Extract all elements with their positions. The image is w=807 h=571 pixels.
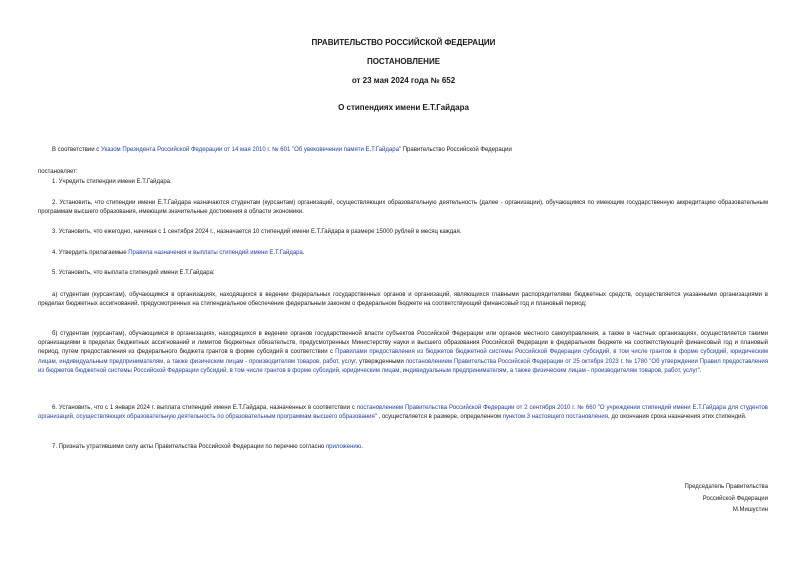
paragraph-7-text: 7. Признать утратившими силу акты Правительства Российской Федерации по перечню согласно: [52, 444, 326, 450]
resolution-660-link[interactable]: постановлением Правительства Российской Федерации от 2 сентября 2010 г. № 660 "О учреждении стипендий имени Е.Т.Гайдара для студентов организаций, осуществляющих образовательную деятельность по образовательным программам высшего образования": [38, 405, 768, 421]
document-subject: О стипендиях имени Е.Т.Гайдара: [338, 103, 469, 112]
decree-601-link[interactable]: Указом Президента Российской Федерации от 14 мая 2010 г. № 601 "Об увековечении памяти Е.Т.Гайдара": [100, 147, 402, 153]
paragraph-7: [38, 443, 768, 452]
paragraph-6-end: , до окончания срока назначения этих стипендий.: [608, 414, 747, 421]
government-title: ПРАВИТЕЛЬСТВО РОССИЙСКОЙ ФЕДЕРАЦИИ: [311, 38, 496, 47]
paragraph-4-text: 4. Утвердить прилагаемые: [52, 250, 129, 256]
signature-position: Председатель Правительства: [684, 484, 768, 490]
paragraph-3-link[interactable]: пунктом 3 настоящего постановления: [502, 414, 609, 421]
resolution-1780-link[interactable]: постановлением Правительства Российской Федерации от 25 октября 2023 г. № 1780 "Об утверждении Правил предоставления из бюджетов бюджетной системы Российской Федерации субсидий, в том числе грантов в форме субсидий, юридическим лицам, индивидуальным предпринимателям, а также физическим лицам - производителям товаров, работ, услуг": [38, 358, 769, 374]
paragraph-5b-end: .: [699, 367, 702, 374]
intro-text: В соответствии с: [52, 147, 101, 153]
appendix-link[interactable]: приложению: [325, 444, 362, 450]
paragraph-7-end: .: [361, 444, 363, 450]
signature-country: Российской Федерации: [702, 495, 768, 502]
paragraph-6-middle: , осуществляется в размере, определенном: [376, 414, 503, 421]
paragraph-5a: а) студентам (курсантам), обучающимся в организациях, находящихся в ведении федеральных государственных органов и организаций, являющихся главными распорядителями бюджетных средств, осуществляется указанными организациями в пределах бюджетных ассигнований, предусмотренных на стипендиальное обеспечение федеральным законом о федеральном бюджете на соответствующий финансовый год и плановый период;: [38, 292, 768, 308]
paragraph-4-end: .: [302, 250, 305, 256]
paragraph-2: 2. Установить, что стипендии имени Е.Т.Гайдара назначаются студентам (курсантам) организаций, осуществляющих образовательную деятельность (далее - организации), обучающимся по имеющим государственную аккредитацию образовательным программам высшего образования, имеющим значительные достижения в области экономики.: [38, 200, 768, 216]
paragraph-5b-middle: , утвержденными: [355, 358, 406, 365]
paragraph-5b: [38, 330, 768, 376]
signature-name: М.Мишустин: [732, 507, 768, 513]
paragraph-3: 3. Установить, что ежегодно, начиная с 1 сентября 2024 г., назначается 10 стипендий имени Е.Т.Гайдара в размере 15000 рублей в месяц каждая.: [52, 229, 462, 235]
resolves-label: постановляет:: [38, 169, 78, 175]
paragraph-5b-text: б) студентам (курсантам), обучающимся в организациях, находящихся в ведении органов государственной власти субъектов Российской Федерации или органов местного самоуправления, а также в частных организациях, осуществляется такими организациями в пределах бюджетных ассигнований и лимитов бюджетных обязательств, предусмотренных Министерству науки и высшего образования Российской Федерации в федеральном бюджете на соответствующий финансовый год и плановый период, путем предоставления из федерального бюджета грантов в форме субсидий в соответствии с: [38, 331, 768, 356]
paragraph-5: 5. Установить, что выплата стипендий имени Е.Т.Гайдара:: [52, 270, 215, 276]
subsidy-rules-link[interactable]: Правилами предоставления из бюджетов бюджетной системы Российской Федерации субсидий, в том числе грантов в форме субсидий, юридическим лицам, индивидуальным предпринимателям, а также физическим лицам - производителям товаров, работ, услуг: [38, 349, 768, 365]
intro-text-end: Правительство Российской Федерации: [401, 147, 512, 153]
paragraph-1: 1. Учредить стипендии имени Е.Т.Гайдара.: [52, 179, 172, 185]
document-type: ПОСТАНОВЛЕНИЕ: [366, 57, 441, 66]
paragraph-4: [38, 249, 768, 258]
signature-block: [684, 482, 768, 517]
paragraph-6: [38, 404, 768, 422]
paragraph-6-text: 6. Установить, что с 1 января 2024 г. выплата стипендий имени Е.Т.Гайдара, назначенных в соответствии с: [52, 405, 357, 411]
rules-link[interactable]: Правила назначения и выплаты стипендий имени Е.Т.Гайдара: [128, 250, 303, 256]
intro-paragraph: [38, 146, 768, 155]
document-date-number: от 23 мая 2024 года № 652: [351, 76, 456, 85]
